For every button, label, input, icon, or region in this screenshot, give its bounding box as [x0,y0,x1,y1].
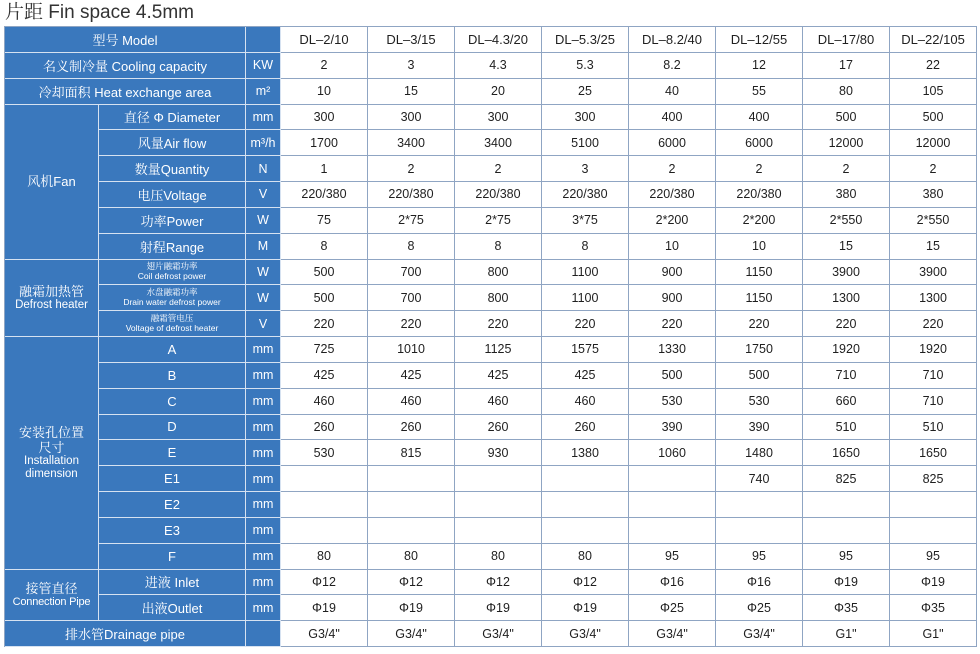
fan-diameter-value: 300 [281,105,368,131]
dim-f-value: 95 [803,544,890,570]
fan-quantity-value: 2 [455,156,542,182]
fan-air-flow-unit: m³/h [246,130,281,156]
cooling-capacity-value: 5.3 [542,53,629,79]
drain-defrost-power-value: 1300 [890,285,977,311]
dim-d-value: 510 [803,415,890,441]
dim-b-value: 425 [455,363,542,389]
dim-e1-value [455,466,542,492]
connection-pipe-group-label [5,570,99,622]
drainage-pipe-label: 排水管Drainage pipe [5,621,246,647]
dim-d-value: 260 [455,415,542,441]
outlet-value: Φ35 [890,595,977,621]
dim-e-value: 1650 [803,440,890,466]
fan-power-unit: W [246,208,281,234]
inlet-value: Φ12 [542,570,629,596]
dim-c-value: 460 [455,389,542,415]
fan-voltage-value: 380 [803,182,890,208]
dim-e3-value [890,518,977,544]
unit-cell [246,27,281,53]
fan-diameter-value: 400 [629,105,716,131]
dim-d-value: 510 [890,415,977,441]
fan-power-value: 3*75 [542,208,629,234]
coil-defrost-power-label-en: Coil defrost power [137,270,207,281]
fan-quantity-value: 3 [542,156,629,182]
dim-e3-value [455,518,542,544]
drain-defrost-power-value: 500 [281,285,368,311]
inlet-value: Φ16 [716,570,803,596]
dim-e1-label: E1 [99,466,246,492]
dim-f-value: 95 [629,544,716,570]
cooling-capacity-value: 22 [890,53,977,79]
fan-range-value: 8 [542,234,629,260]
fan-voltage-value: 220/380 [716,182,803,208]
dim-e2-value [890,492,977,518]
cooling-capacity-value: 8.2 [629,53,716,79]
heat-exchange-area-label: 冷却面积 Heat exchange area [5,79,246,105]
page-title: 片距 Fin space 4.5mm [5,2,194,23]
drain-defrost-power-value: 1150 [716,285,803,311]
dim-a-value: 1920 [803,337,890,363]
fan-range-value: 15 [803,234,890,260]
fan-quantity-unit: N [246,156,281,182]
cooling-capacity-value: 2 [281,53,368,79]
coil-defrost-power-value: 900 [629,260,716,286]
drainage-pipe-value: G1" [890,621,977,647]
defrost-voltage-label [99,311,246,337]
dim-b-value: 500 [629,363,716,389]
outlet-label: 出液Outlet [99,595,246,621]
drainage-pipe-value: G3/4" [542,621,629,647]
dim-e2-value [542,492,629,518]
dim-c-value: 660 [803,389,890,415]
coil-defrost-power-label [99,260,246,286]
fan-air-flow-value: 3400 [455,130,542,156]
fan-power-label: 功率Power [99,208,246,234]
fan-group-label: 风机Fan [5,105,99,260]
dim-c-value: 710 [890,389,977,415]
spec-table [4,26,977,647]
outlet-unit: mm [246,595,281,621]
fan-diameter-value: 500 [803,105,890,131]
fan-air-flow-value: 6000 [716,130,803,156]
dim-d-label: D [99,415,246,441]
fan-power-value: 2*550 [803,208,890,234]
inlet-value: Φ16 [629,570,716,596]
dim-a-value: 1575 [542,337,629,363]
dim-f-label: F [99,544,246,570]
dim-e-label: E [99,440,246,466]
outlet-value: Φ19 [368,595,455,621]
dim-a-value: 1750 [716,337,803,363]
drainage-pipe-value: G3/4" [716,621,803,647]
dim-f-value: 80 [455,544,542,570]
coil-defrost-power-unit: W [246,260,281,286]
dim-f-value: 80 [368,544,455,570]
coil-defrost-power-value: 3900 [803,260,890,286]
installation-dimension-group-label [5,337,99,570]
heat-exchange-area-value: 105 [890,79,977,105]
heat-exchange-area-value: 25 [542,79,629,105]
dim-e3-value [803,518,890,544]
dim-d-unit: mm [246,415,281,441]
dim-d-value: 390 [716,415,803,441]
heat-exchange-area-value: 15 [368,79,455,105]
heat-exchange-area-value: 20 [455,79,542,105]
model-name: DL–12/55 [716,27,803,53]
drainage-pipe-value: G3/4" [281,621,368,647]
fan-diameter-value: 300 [542,105,629,131]
drain-defrost-power-value: 900 [629,285,716,311]
dim-e-value: 1380 [542,440,629,466]
fan-range-value: 8 [281,234,368,260]
fan-voltage-value: 220/380 [281,182,368,208]
fan-power-value: 2*200 [629,208,716,234]
dim-e2-value [716,492,803,518]
fan-quantity-label: 数量Quantity [99,156,246,182]
dim-e2-label: E2 [99,492,246,518]
cooling-capacity-unit: KW [246,53,281,79]
defrost-voltage-unit: V [246,311,281,337]
defrost-voltage-label-cn: 融霜管电压 [150,313,194,324]
model-name: DL–5.3/25 [542,27,629,53]
fan-air-flow-value: 3400 [368,130,455,156]
dim-f-value: 95 [890,544,977,570]
fan-power-value: 2*200 [716,208,803,234]
dim-e1-value [281,466,368,492]
coil-defrost-power-value: 3900 [890,260,977,286]
dim-e3-value [281,518,368,544]
defrost-heater-group-label [5,260,99,338]
dim-e2-value [629,492,716,518]
fan-power-value: 2*75 [455,208,542,234]
outlet-value: Φ35 [803,595,890,621]
dim-c-value: 530 [629,389,716,415]
coil-defrost-power-value: 1150 [716,260,803,286]
defrost-voltage-label-en: Voltage of defrost heater [125,322,219,333]
drain-defrost-power-value: 800 [455,285,542,311]
inlet-unit: mm [246,570,281,596]
inlet-label: 进液 Inlet [99,570,246,596]
dim-e2-value [455,492,542,518]
outlet-value: Φ25 [716,595,803,621]
fan-air-flow-label: 风量Air flow [99,130,246,156]
outlet-value: Φ19 [542,595,629,621]
dim-f-value: 80 [542,544,629,570]
fan-air-flow-value: 12000 [803,130,890,156]
drainage-pipe-value: G3/4" [629,621,716,647]
drain-defrost-power-label-en: Drain water defrost power [123,296,221,307]
coil-defrost-power-value: 1100 [542,260,629,286]
fan-power-value: 2*75 [368,208,455,234]
fan-range-label: 射程Range [99,234,246,260]
installation-label-line-3: Installation [24,454,79,467]
fan-diameter-unit: mm [246,105,281,131]
model-name: DL–2/10 [281,27,368,53]
connection-pipe-label-cn: 接管直径 [25,580,78,596]
dim-c-value: 460 [368,389,455,415]
dim-b-value: 500 [716,363,803,389]
dim-b-value: 425 [542,363,629,389]
dim-e2-value [803,492,890,518]
defrost-voltage-value: 220 [542,311,629,337]
coil-defrost-power-value: 500 [281,260,368,286]
dim-b-label: B [99,363,246,389]
dim-a-value: 1920 [890,337,977,363]
fan-diameter-value: 400 [716,105,803,131]
dim-b-unit: mm [246,363,281,389]
dim-f-unit: mm [246,544,281,570]
dim-e-unit: mm [246,440,281,466]
fan-range-value: 15 [890,234,977,260]
fan-quantity-value: 2 [803,156,890,182]
cooling-capacity-value: 17 [803,53,890,79]
inlet-value: Φ19 [803,570,890,596]
dim-e3-unit: mm [246,518,281,544]
defrost-voltage-value: 220 [455,311,542,337]
dim-e2-unit: mm [246,492,281,518]
dim-a-value: 1330 [629,337,716,363]
cooling-capacity-value: 12 [716,53,803,79]
fan-voltage-value: 220/380 [368,182,455,208]
heat-exchange-area-value: 55 [716,79,803,105]
dim-e3-value [542,518,629,544]
dim-a-value: 725 [281,337,368,363]
fan-range-unit: M [246,234,281,260]
defrost-heater-label-en: Defrost heater [15,298,88,311]
defrost-voltage-value: 220 [629,311,716,337]
dim-c-value: 530 [716,389,803,415]
fan-voltage-value: 220/380 [542,182,629,208]
drainage-pipe-value: G3/4" [455,621,542,647]
dim-e-value: 530 [281,440,368,466]
model-name: DL–17/80 [803,27,890,53]
fan-voltage-value: 220/380 [455,182,542,208]
model-name: DL–3/15 [368,27,455,53]
fan-voltage-value: 220/380 [629,182,716,208]
coil-defrost-power-value: 800 [455,260,542,286]
dim-d-value: 260 [281,415,368,441]
dim-a-unit: mm [246,337,281,363]
fan-air-flow-value: 12000 [890,130,977,156]
dim-e-value: 815 [368,440,455,466]
inlet-value: Φ19 [890,570,977,596]
defrost-voltage-value: 220 [890,311,977,337]
drain-defrost-power-label [99,285,246,311]
inlet-value: Φ12 [281,570,368,596]
dim-e-value: 930 [455,440,542,466]
fan-diameter-value: 300 [455,105,542,131]
fan-range-value: 10 [629,234,716,260]
dim-c-label: C [99,389,246,415]
fan-power-value: 75 [281,208,368,234]
dim-b-value: 425 [368,363,455,389]
fan-quantity-value: 2 [629,156,716,182]
model-name: DL–4.3/20 [455,27,542,53]
dim-e3-value [716,518,803,544]
dim-e2-value [368,492,455,518]
outlet-value: Φ25 [629,595,716,621]
defrost-heater-label-cn: 融霜加热管 [18,283,84,299]
installation-label-line-2: 尺寸 [38,439,65,455]
installation-label-line-1: 安装孔位置 [18,424,84,440]
fan-quantity-value: 2 [716,156,803,182]
cooling-capacity-value: 3 [368,53,455,79]
defrost-voltage-value: 220 [281,311,368,337]
fan-air-flow-value: 5100 [542,130,629,156]
coil-defrost-power-value: 700 [368,260,455,286]
dim-c-unit: mm [246,389,281,415]
drain-defrost-power-value: 1100 [542,285,629,311]
dim-b-value: 710 [890,363,977,389]
drain-defrost-power-unit: W [246,285,281,311]
dim-e1-value: 825 [890,466,977,492]
fan-voltage-value: 380 [890,182,977,208]
fan-quantity-value: 1 [281,156,368,182]
model-label: 型号 Model [5,27,246,53]
drainage-pipe-value: G3/4" [368,621,455,647]
dim-a-value: 1125 [455,337,542,363]
connection-pipe-label-en: Connection Pipe [12,595,91,608]
fan-air-flow-value: 6000 [629,130,716,156]
heat-exchange-area-value: 80 [803,79,890,105]
dim-c-value: 460 [542,389,629,415]
drain-defrost-power-value: 1300 [803,285,890,311]
dim-f-value: 80 [281,544,368,570]
dim-e1-value [368,466,455,492]
outlet-value: Φ19 [281,595,368,621]
fan-diameter-value: 500 [890,105,977,131]
fan-voltage-label: 电压Voltage [99,182,246,208]
drain-defrost-power-label-cn: 水盘融霜功率 [146,287,198,298]
dim-e3-value [629,518,716,544]
fan-range-value: 8 [368,234,455,260]
dim-e3-label: E3 [99,518,246,544]
dim-e2-value [281,492,368,518]
dim-b-value: 425 [281,363,368,389]
defrost-voltage-value: 220 [368,311,455,337]
dim-a-label: A [99,337,246,363]
fan-range-value: 8 [455,234,542,260]
dim-e3-value [368,518,455,544]
heat-exchange-area-value: 40 [629,79,716,105]
fan-voltage-unit: V [246,182,281,208]
dim-f-value: 95 [716,544,803,570]
dim-a-value: 1010 [368,337,455,363]
dim-e1-value: 825 [803,466,890,492]
dim-e-value: 1060 [629,440,716,466]
inlet-value: Φ12 [368,570,455,596]
unit-cell [246,621,281,647]
fan-quantity-value: 2 [368,156,455,182]
fan-diameter-label: 直径 Φ Diameter [99,105,246,131]
dim-e-value: 1650 [890,440,977,466]
inlet-value: Φ12 [455,570,542,596]
dim-c-value: 460 [281,389,368,415]
outlet-value: Φ19 [455,595,542,621]
model-name: DL–8.2/40 [629,27,716,53]
fan-range-value: 10 [716,234,803,260]
model-name: DL–22/105 [890,27,977,53]
cooling-capacity-label: 名义制冷量 Cooling capacity [5,53,246,79]
heat-exchange-area-unit: m² [246,79,281,105]
dim-e1-value [629,466,716,492]
dim-e1-unit: mm [246,466,281,492]
dim-e-value: 1480 [716,440,803,466]
dim-d-value: 260 [368,415,455,441]
dim-e1-value [542,466,629,492]
drainage-pipe-value: G1" [803,621,890,647]
cooling-capacity-value: 4.3 [455,53,542,79]
fan-air-flow-value: 1700 [281,130,368,156]
dim-d-value: 260 [542,415,629,441]
heat-exchange-area-value: 10 [281,79,368,105]
installation-label-line-4: dimension [25,467,78,480]
dim-e1-value: 740 [716,466,803,492]
fan-diameter-value: 300 [368,105,455,131]
dim-d-value: 390 [629,415,716,441]
coil-defrost-power-label-cn: 翅片融霜功率 [146,261,198,272]
defrost-voltage-value: 220 [803,311,890,337]
defrost-voltage-value: 220 [716,311,803,337]
fan-power-value: 2*550 [890,208,977,234]
drain-defrost-power-value: 700 [368,285,455,311]
fan-quantity-value: 2 [890,156,977,182]
dim-b-value: 710 [803,363,890,389]
